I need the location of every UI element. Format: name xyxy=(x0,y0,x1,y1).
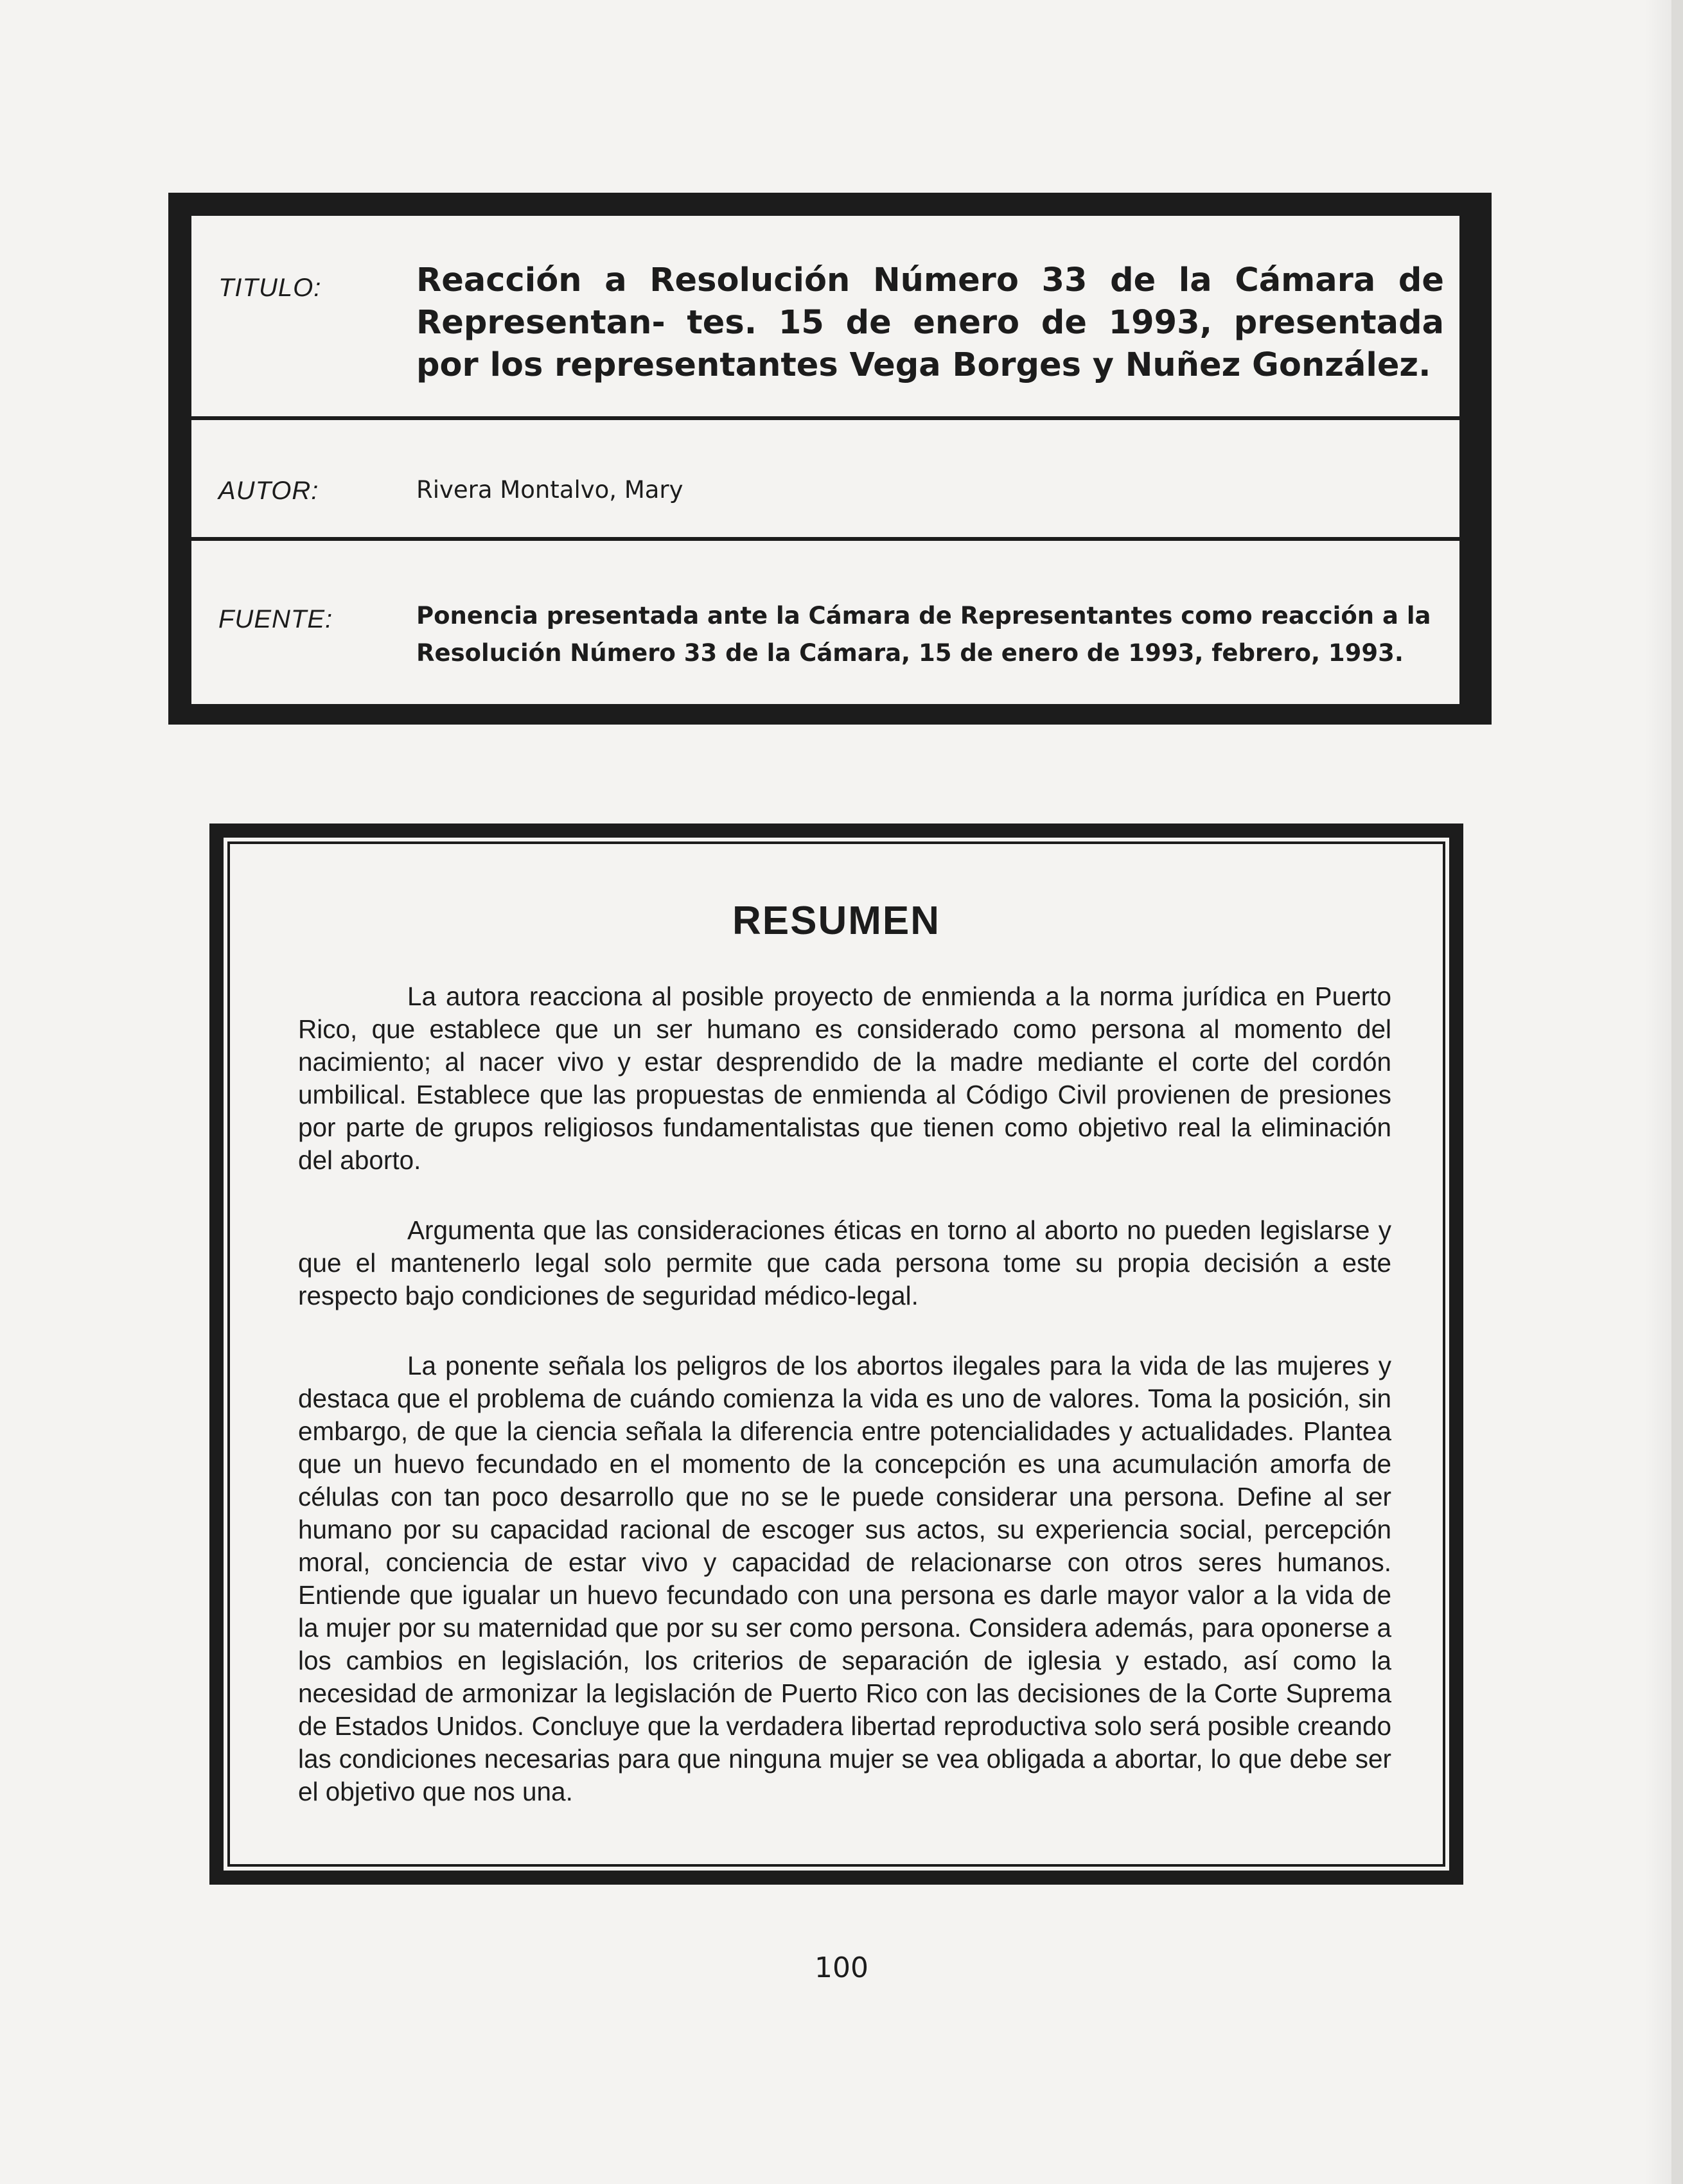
resumen-paragraph: La ponente señala los peligros de los abortos ilegales para la vida de las mujeres y destaca que el problema de cuándo comienza la vida es uno de valores. Toma la posición, sin embargo, de que la ciencia señala la diferencia entre potencialidades y actualidades. Plantea que un huevo fecundado en el momento de la concepción es una acumulación amorfa de células con tan poco desarrollo que no se le puede considerar una persona. Define al ser humano por su capacidad racional de escoger sus actos, su experiencia social, percepción moral, conciencia de estar vivo y capacidad de relacionarse con otros seres humanos. Entiende que igualar un huevo fecundado con una persona es darle mayor valor a la vida de la mujer por su maternidad que por su ser como persona. Considera además, para oponerse a los cambios en legislación, los criterios de separación de iglesia y estado, así como la necesidad de armonizar la legislación de Puerto Rico con las decisiones de la Corte Suprema de Estados Unidos. Concluye que la verdadera libertad reproductiva solo será posible creando las condiciones necesarias para que ninguna mujer se vea obligada a abortar, lo que debe ser el objetivo que nos una. xyxy=(298,1351,1391,1806)
titulo-label: TITULO: xyxy=(218,274,322,302)
autor-value: Rivera Montalvo, Mary xyxy=(416,476,683,504)
titulo-row xyxy=(191,216,1459,420)
record-header-box xyxy=(168,193,1492,725)
autor-label: AUTOR: xyxy=(218,477,319,505)
autor-row xyxy=(191,420,1459,541)
fuente-label: FUENTE: xyxy=(218,605,333,633)
resumen-body xyxy=(298,980,1391,1845)
page-edge xyxy=(1671,0,1683,2184)
resumen-paragraph: La autora reacciona al posible proyecto de enmienda a la norma jurídica en Puerto Rico, que establece que un ser humano es considerado como persona al momento del nacimiento; al nacer vivo y estar desprendido de la madre mediante el corte del cordón umbilical. Establece que las propuestas de enmienda al Código Civil provienen de presiones por parte de grupos religiosos fundamentalistas que tienen como objetivo real la eliminación del aborto. xyxy=(298,982,1391,1175)
titulo-value: Reacción a Resolución Número 33 de la Cámara de Representan- tes. 15 de enero de 1993, presentada por los representantes Vega Borges y Nuñez González. xyxy=(416,261,1444,384)
fuente-value: Ponencia presentada ante la Cámara de Representantes como reacción a la Resolución Número 33 de la Cámara, 15 de enero de 1993, febrero, 1993. xyxy=(416,602,1431,667)
resumen-paragraph: Argumenta que las consideraciones éticas en torno al aborto no pueden legislarse y que el mantenerlo legal solo permite que cada persona tome su propia decisión a este respecto bajo condiciones de seguridad médico-legal. xyxy=(298,1215,1391,1310)
resumen-box xyxy=(209,823,1463,1885)
fuente-row xyxy=(191,541,1459,704)
page-number: 100 xyxy=(815,1951,868,1984)
resumen-title: RESUMEN xyxy=(732,899,941,943)
